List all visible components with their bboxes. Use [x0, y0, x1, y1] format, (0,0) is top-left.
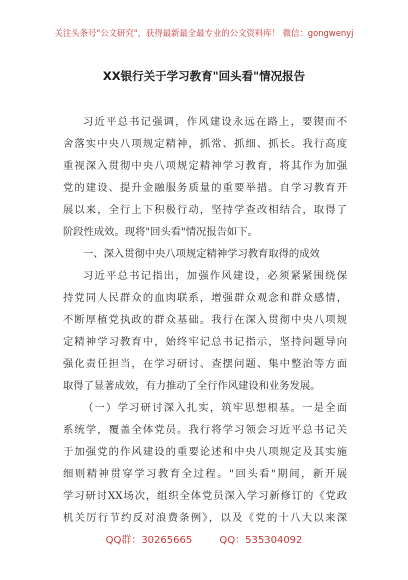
body-line: （一）学习研讨深入扎实，筑牢思想根基。一是全面: [83, 402, 347, 414]
body-line: 习近平总书记指出，加强作风建设，必须紧紧围绕保: [83, 270, 347, 282]
body-line: 展以来，全行上下积极行动，坚持学查改相结合，取得了: [63, 204, 347, 216]
body-line: 机关厉行节约反对浪费条例》，以及《党的十八大以来深: [63, 512, 347, 524]
body-line: 于加强党的作风建设的重要论述和中央八项规定及其实施: [63, 446, 347, 458]
body-line: 定精神学习教育中，始终牢记总书记指示，坚持问题导向: [63, 336, 347, 348]
footer-qq: QQ：535304092: [219, 535, 303, 546]
body-line: 强化责任担当，在学习研讨、查摆问题、集中整治等方面: [63, 358, 347, 370]
body-line: 系统学，覆盖全体党员。我行将学习领会习近平总书记关: [63, 424, 347, 436]
body-line: 习近平总书记强调，作风建设永远在路上，要锲而不: [83, 116, 347, 128]
body-line: 重视深入贯彻中央八项规定精神学习教育，将其作为加强: [63, 160, 347, 172]
body-line: 不断厚植党执政的群众基础。我行在深入贯彻中央八项规: [63, 314, 347, 326]
body-line: 持党同人民群众的血肉联系，增强群众观念和群众感情，: [63, 292, 347, 304]
body-line: 细则精神贯穿学习教育全过程。"回头看"期间，新开展: [63, 468, 347, 480]
body-line: 党的建设、提升金融服务质量的重要举措。自学习教育开: [63, 182, 347, 194]
document-title: XX银行关于学习教育"回头看"情况报告: [102, 69, 306, 83]
body-line: 阶段性成效。现将"回头看"情况报告如下。: [63, 226, 258, 238]
body-line: 取得了显著成效，有力推动了全行作风建设和业务发展。: [63, 380, 321, 392]
footer-contact: [0, 531, 408, 546]
body-line: 学习研讨XX场次，组织全体党员深入学习新修订的《党政: [63, 490, 347, 502]
body-line: 一、深入贯彻中央八项规定精神学习教育取得的成效: [83, 248, 320, 260]
document-body: [63, 111, 347, 529]
promo-banner: 关注头条号"公文研究"，获得最新最全最专业的公文资料库！ 微信：gongwenyj: [54, 28, 354, 38]
body-line: 舍落实中央八项规定精神，抓常、抓细、抓长。我行高度: [63, 138, 347, 150]
footer-qq-group: QQ群：30265665: [105, 535, 193, 546]
